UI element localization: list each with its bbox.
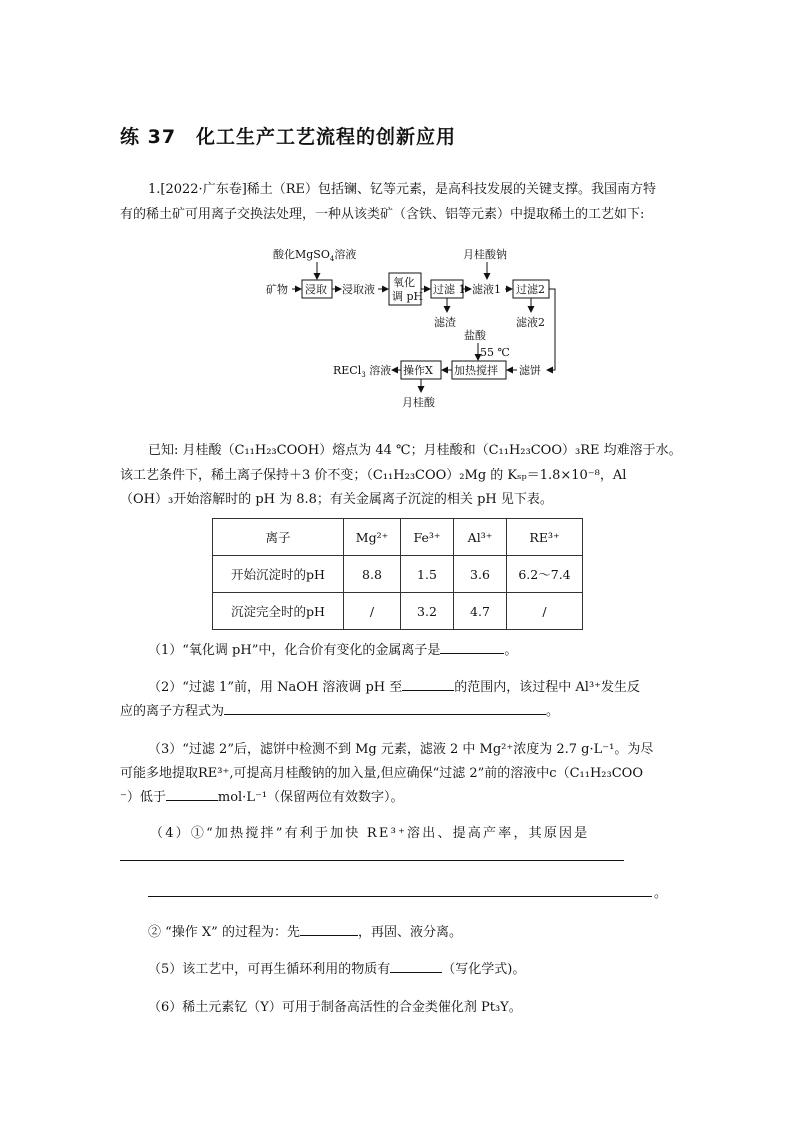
answer-blank-1[interactable] xyxy=(440,640,504,654)
part4-2-question: ② “操作 X” 的过程为：先 ，再固、液分离。 xyxy=(148,921,462,940)
known-line3: （OH）₃开始溶解时的 pH 为 8.8；有关金属离子沉淀的相关 pH 见下表。 xyxy=(120,492,553,507)
table-cell: 沉淀完全时的pH xyxy=(213,593,344,630)
flow-filtrate1: 滤液1 xyxy=(472,283,501,296)
answer-line-4b[interactable] xyxy=(148,896,652,897)
part3-line2: 可能多地提取RE³⁺,可提高月桂酸钠的加入量,但应确保“过滤 2”前的溶液中c（C₁₁H₂₃COO xyxy=(120,766,643,781)
part2-line1: （2）“过滤 1”前，用 NaOH 溶液调 pH 至 的范围内，该过程中 Al³⁺发生反 xyxy=(148,676,640,695)
table-header: Al³⁺ xyxy=(454,519,507,556)
table-header-row xyxy=(213,519,583,556)
table-cell: 开始沉淀时的pH xyxy=(213,556,344,593)
answer-blank-2a[interactable] xyxy=(402,677,454,691)
table-cell: 1.5 xyxy=(401,556,454,593)
part4-line1: （4）①“加热搅拌”有利于加快 RE³⁺溶出、提高产率，其原因是 xyxy=(150,826,590,841)
question-intro-line1: 1.[2022·广东卷]稀土（RE）包括镧、钇等元素，是高科技发展的关键支撑。我国南方特 xyxy=(148,182,657,197)
flow-leach: 浸取 xyxy=(305,283,327,296)
table-cell: 4.7 xyxy=(454,593,507,630)
flow-filter1: 过滤 1 xyxy=(433,283,466,296)
flow-lauric-acid: 月桂酸 xyxy=(402,396,435,409)
part3-line3: ⁻）低于 mol·L⁻¹（保留两位有效数字）。 xyxy=(120,786,404,805)
known-line1: 已知: 月桂酸（C₁₁H₂₃COOH）熔点为 44 ℃；月桂酸和（C₁₁H₂₃COO）₃RE 均难溶于水。 xyxy=(148,443,682,458)
flow-filter2: 过滤2 xyxy=(516,283,545,296)
table-row xyxy=(213,593,583,630)
flow-leachate: 浸取液 xyxy=(342,283,375,296)
flow-hcl: 盐酸 xyxy=(464,329,486,342)
part2-line2: 应的离子方程式为 。 xyxy=(120,700,559,719)
flow-heat-stir: 加热搅拌 xyxy=(454,364,498,377)
table-header: 离子 xyxy=(213,519,344,556)
answer-line-4a[interactable] xyxy=(120,860,624,861)
table-header: Fe³⁺ xyxy=(401,519,454,556)
table-header: RE³⁺ xyxy=(507,519,583,556)
flow-top-reagent: 酸化MgSO$_4$溶液 xyxy=(273,248,357,263)
answer-blank-4-2[interactable] xyxy=(300,922,358,936)
flow-recl3: RECl$_3$ 溶液 xyxy=(333,364,392,379)
flow-residue: 滤渣 xyxy=(434,316,456,329)
flow-ore: 矿物 xyxy=(266,283,288,296)
known-line2: 该工艺条件下，稀土离子保持＋3 价不变；（C₁₁H₂₃COO）₂Mg 的 Kₛₚ＝1.8×10⁻⁸，Al xyxy=(120,468,627,483)
flow-oxidize-1: 氧化 xyxy=(393,276,415,289)
table-row xyxy=(213,556,583,593)
answer-blank-2b[interactable] xyxy=(224,701,546,715)
flow-temp: 55 ℃ xyxy=(480,346,510,359)
table-cell: 3.2 xyxy=(401,593,454,630)
part1-question: （1）“氧化调 pH”中，化合价有变化的金属离子是 。 xyxy=(148,639,517,658)
table-cell: / xyxy=(507,593,583,630)
flow-filtrate2: 滤液2 xyxy=(516,316,545,329)
part5-question: （5）该工艺中，可再生循环利用的物质有 （写化学式)。 xyxy=(148,958,525,977)
page-title: 练 37 化工生产工艺流程的创新应用 xyxy=(120,126,457,148)
part6-question: （6）稀土元素钇（Y）可用于制备高活性的合金类催化剂 Pt₃Y。 xyxy=(148,1000,522,1015)
part3-line1: （3）“过滤 2”后，滤饼中检测不到 Mg 元素，滤液 2 中 Mg²⁺浓度为 2.7 g·L⁻¹。为尽 xyxy=(148,742,654,757)
part4-end: 。 xyxy=(654,886,668,901)
flow-filter-cake: 滤饼 xyxy=(519,364,541,377)
flow-laurate-sodium: 月桂酸钠 xyxy=(463,248,507,261)
ion-ph-table xyxy=(212,518,583,630)
question-intro-line2: 有的稀土矿可用离子交换法处理，一种从该类矿（含铁、铝等元素）中提取稀土的工艺如下: xyxy=(120,207,645,222)
answer-blank-3[interactable] xyxy=(166,787,218,801)
table-cell: 8.8 xyxy=(344,556,401,593)
table-cell: 3.6 xyxy=(454,556,507,593)
flow-oxidize-2: 调 pH xyxy=(392,290,424,303)
table-header: Mg²⁺ xyxy=(344,519,401,556)
table-cell: 6.2～7.4 xyxy=(507,556,583,593)
answer-blank-5[interactable] xyxy=(390,959,442,973)
flow-operation-x: 操作X xyxy=(403,364,433,377)
table-cell: / xyxy=(344,593,401,630)
